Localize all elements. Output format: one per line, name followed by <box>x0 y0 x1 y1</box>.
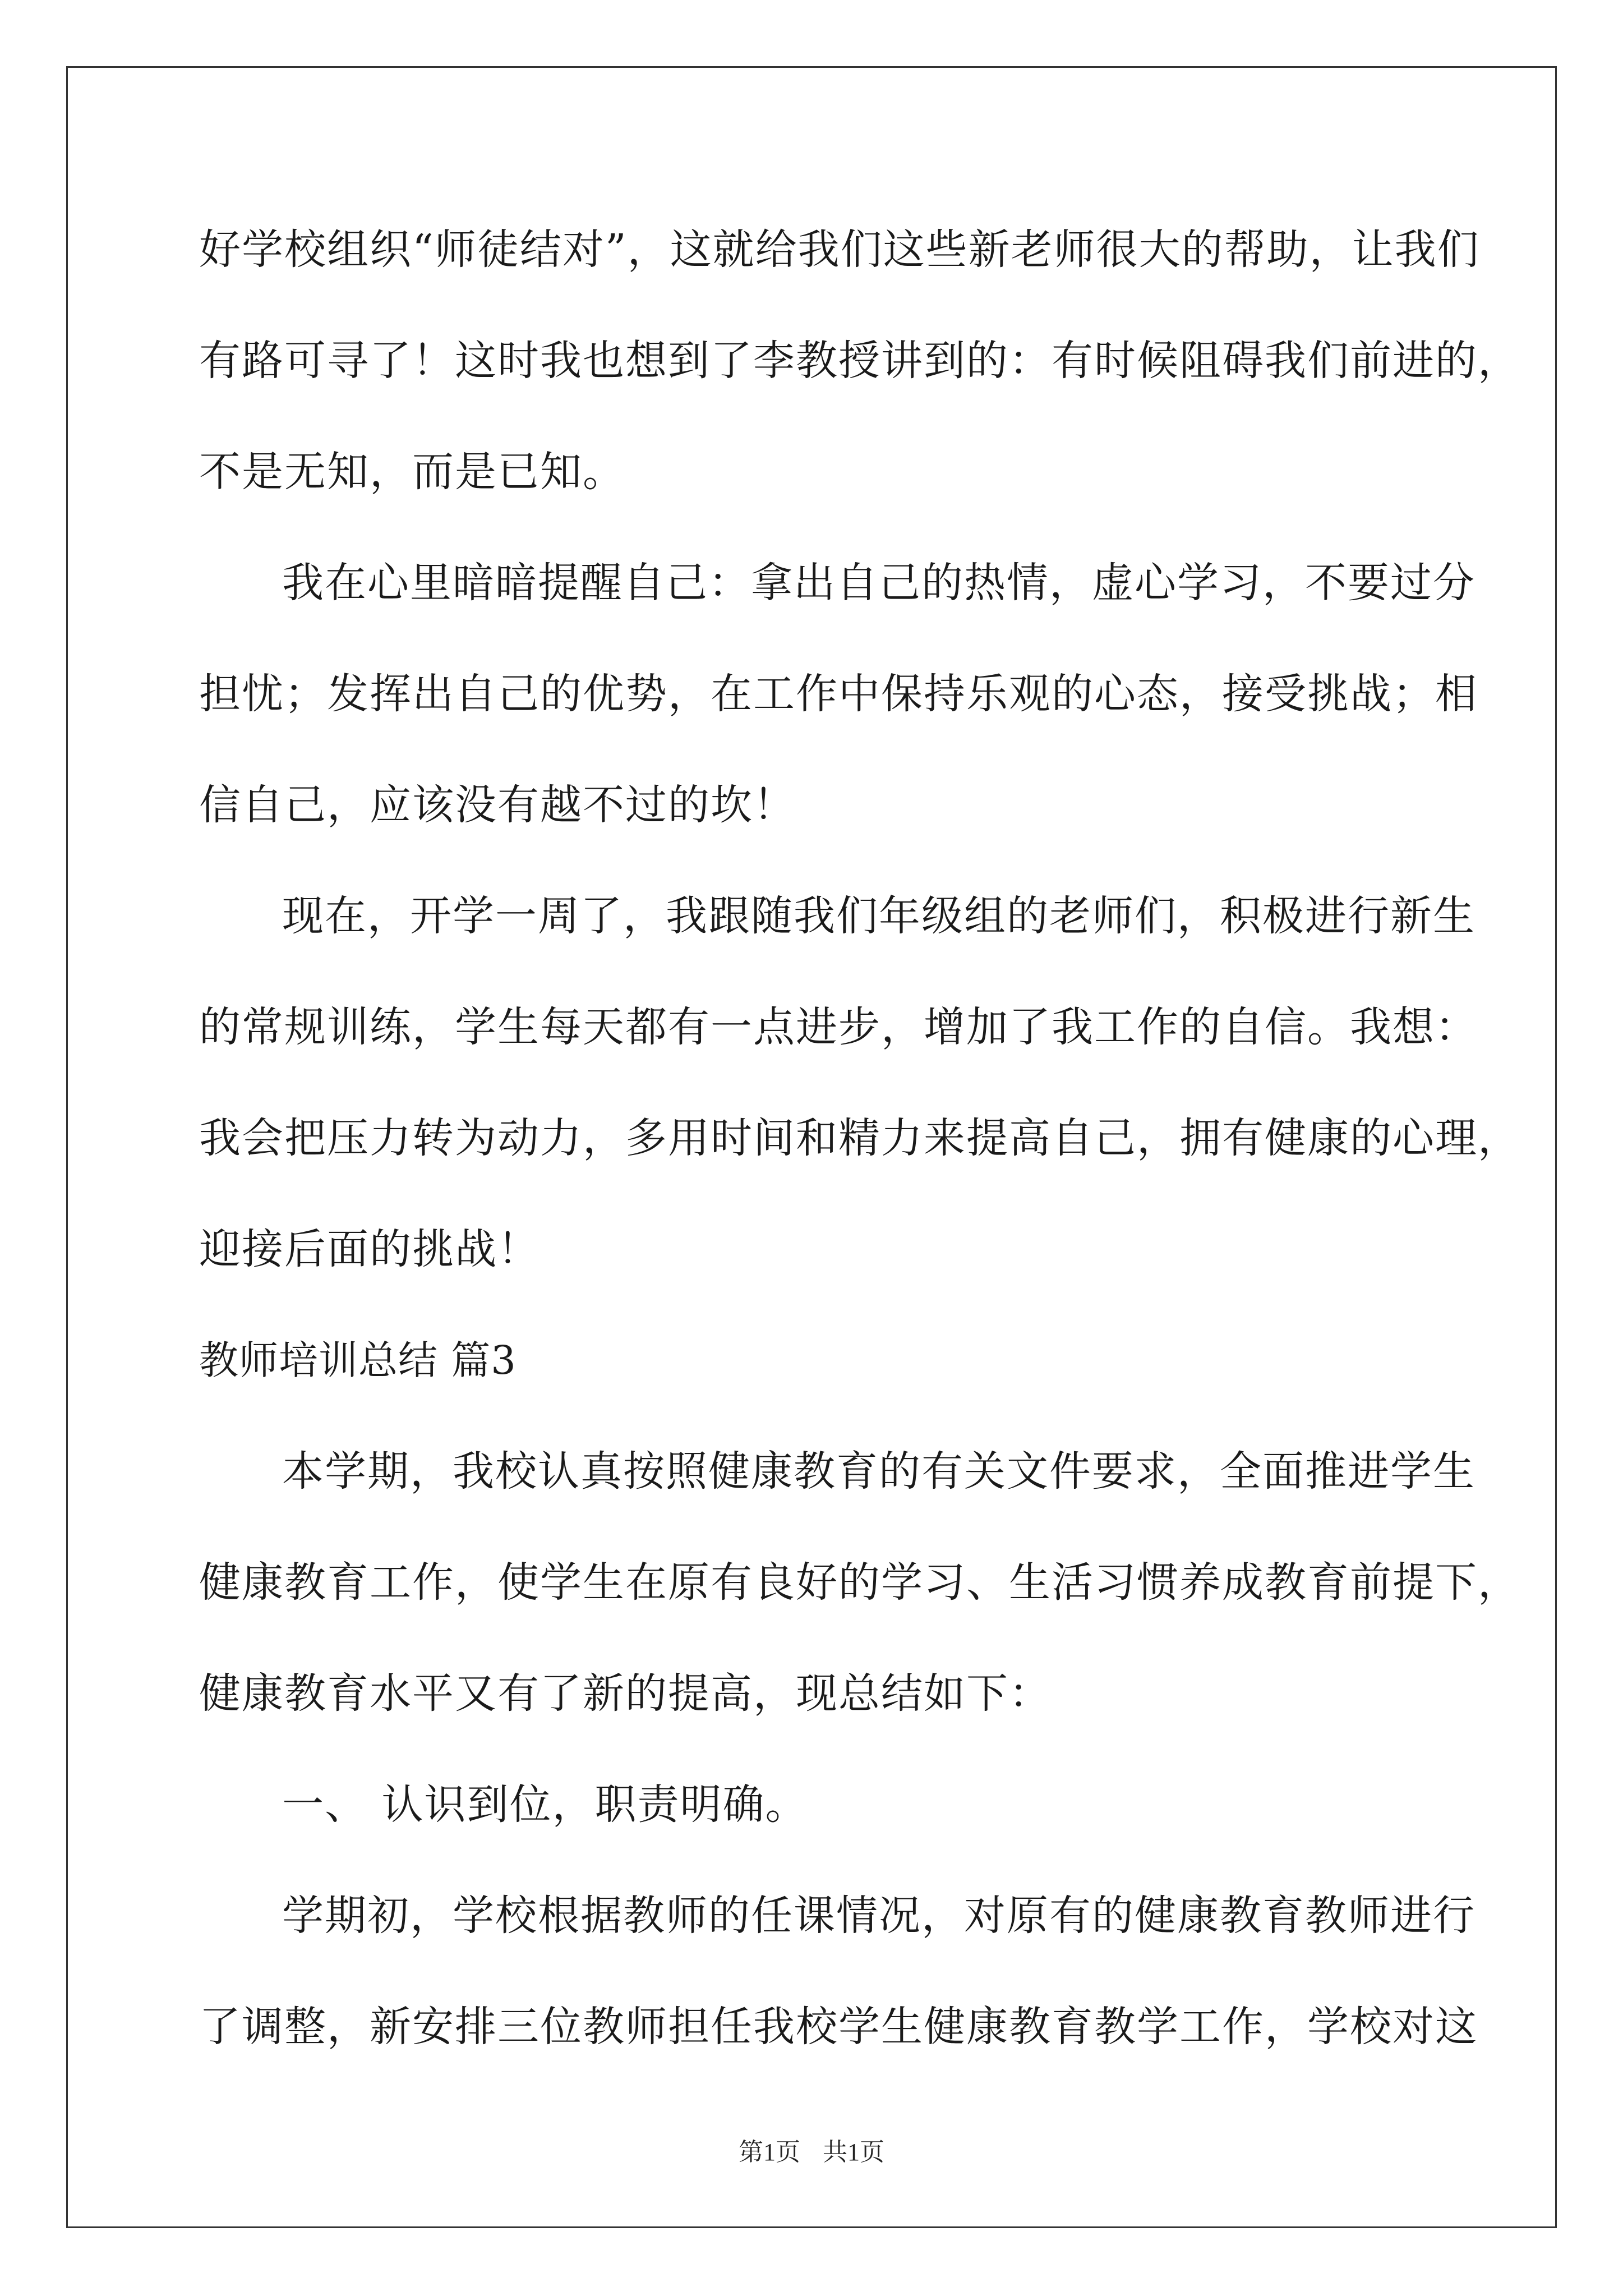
page-footer <box>0 2132 1623 2168</box>
text-line: 有路可寻了！这时我也想到了李教授讲到的：有时候阻碍我们前进的， <box>199 337 1520 385</box>
text-line: 的常规训练，学生每天都有一点进步，增加了我工作的自信。我想： <box>199 1003 1478 1051</box>
text-line: 好学校组织“师徒结对”，这就给我们这些新老师很大的帮助，让我们 <box>199 226 1480 274</box>
text-line: 健康教育工作，使学生在原有良好的学习、生活习惯养成教育前提下， <box>199 1558 1520 1607</box>
document-body <box>199 208 1520 2096</box>
text-line: 现在，开学一周了，我跟随我们年级组的老师们，积极进行新生 <box>282 892 1476 940</box>
paragraph <box>199 1874 1478 2096</box>
text-line: 了调整，新安排三位教师担任我校学生健康教育教学工作，学校对这 <box>199 2003 1478 2051</box>
text-line: 信自己，应该没有越不过的坎！ <box>199 781 796 829</box>
paragraph <box>199 208 1520 541</box>
text-line: 学期初，学校根据教师的任课情况，对原有的健康教育教师进行 <box>282 1892 1476 1940</box>
text-line: 健康教育水平又有了新的提高，现总结如下： <box>199 1669 1052 1718</box>
section-heading: 教师培训总结 篇3 <box>199 1337 517 1383</box>
page-number-total: 共1页 <box>823 2138 884 2166</box>
text-line: 担忧；发挥出自己的优势，在工作中保持乐观的心态，接受挑战；相 <box>199 670 1478 718</box>
subheading: 一、 认识到位，职责明确。 <box>282 1780 808 1829</box>
paragraph <box>199 1429 1520 1763</box>
paragraph <box>199 874 1520 1318</box>
text-line: 不是无知，而是已知。 <box>199 448 625 496</box>
text-line: 我会把压力转为动力，多用时间和精力来提高自己，拥有健康的心理， <box>199 1114 1520 1162</box>
text-line: 本学期，我校认真按照健康教育的有关文件要求，全面推进学生 <box>282 1447 1476 1496</box>
page-number-current: 第1页 <box>739 2138 800 2166</box>
paragraph <box>199 541 1478 874</box>
text-line: 迎接后面的挑战！ <box>199 1225 540 1273</box>
text-line: 我在心里暗暗提醒自己：拿出自己的热情，虚心学习，不要过分 <box>282 559 1476 607</box>
